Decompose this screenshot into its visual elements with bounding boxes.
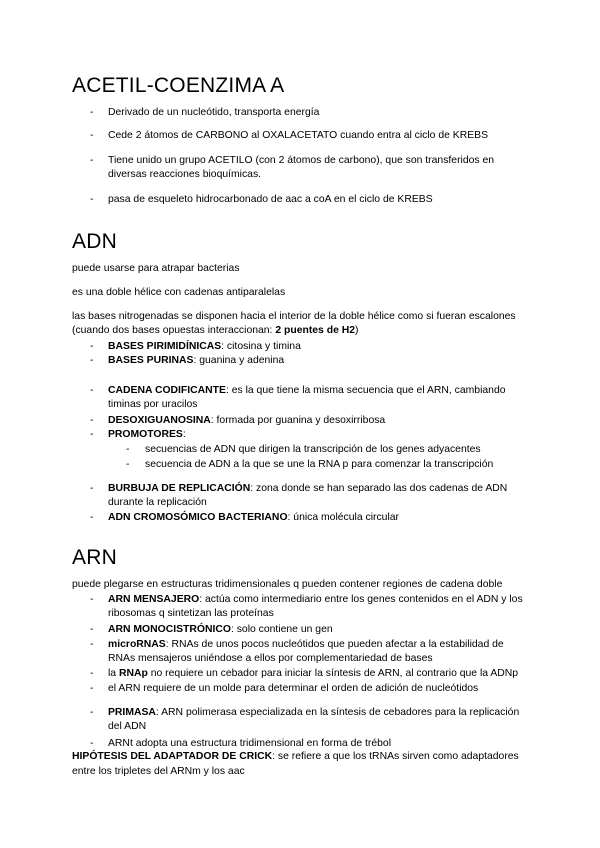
bullet-dash: - xyxy=(90,355,94,366)
adn-desoxiguanosina: DESOXIGUANOSINA: formada por guanina y desoxirribosa xyxy=(108,415,386,426)
acetil-bullet-3-line-1: Tiene unido un grupo ACETILO (con 2 átomos de carbono), que son transferidos en xyxy=(108,155,495,166)
adn-bases-purinas: BASES PURINAS: guanina y adenina xyxy=(108,355,285,366)
adn-paragraph-1: puede usarse para atrapar bacterias xyxy=(72,263,240,274)
bullet-dash: - xyxy=(90,738,94,749)
adn-promotores-sub-1: secuencias de ADN que dirigen la transcripción de los genes adyacentes xyxy=(145,444,481,455)
heading-adn: ADN xyxy=(72,230,117,253)
bullet-dash: - xyxy=(90,385,94,396)
bullet-dash: - xyxy=(90,194,94,205)
adn-paragraph-2: es una doble hélice con cadenas antiparalelas xyxy=(72,287,286,298)
bullet-dash: - xyxy=(90,512,94,523)
arn-monocistronico: ARN MONOCISTRÓNICO: solo contiene un gen xyxy=(108,624,333,635)
bullet-dash: - xyxy=(90,639,94,650)
adn-cadena-codificante-line-2: timinas por uracilos xyxy=(108,399,198,410)
arn-molde: el ARN requiere de un molde para determinar el orden de adición de nucleótidos xyxy=(108,683,479,694)
bullet-dash: - xyxy=(90,668,94,679)
sub-bullet-dash: - xyxy=(126,444,130,455)
bullet-dash: - xyxy=(90,429,94,440)
bullet-dash: - xyxy=(90,483,94,494)
arn-hipotesis-crick: HIPÓTESIS DEL ADAPTADOR DE CRICK: se refiere a que los tRNAs sirven como adaptadores xyxy=(72,751,519,762)
acetil-bullet-1: Derivado de un nucleótido, transporta energía xyxy=(108,107,320,118)
heading-arn: ARN xyxy=(72,546,117,569)
arn-primasa-line-2: del ADN xyxy=(108,721,147,732)
bullet-dash: - xyxy=(90,683,94,694)
bullet-dash: - xyxy=(90,341,94,352)
adn-burbuja-replicacion-line-2: durante la replicación xyxy=(108,497,207,508)
bullet-dash: - xyxy=(90,155,94,166)
bullet-dash: - xyxy=(90,130,94,141)
arn-rnap: la RNAp no requiere un cebador para iniciar la síntesis de ARN, al contrario que la ADNp xyxy=(108,668,519,679)
adn-paragraph-3-line-1: las bases nitrogenadas se disponen hacia el interior de la doble hélice como si fueran escalones xyxy=(72,311,516,322)
arn-micrornas: microRNAS: RNAs de unos pocos nucleótidos que pueden afectar a la estabilidad de xyxy=(108,639,504,650)
arn-paragraph-1: puede plegarse en estructuras tridimensionales q pueden contener regiones de cadena doble xyxy=(72,579,503,590)
adn-burbuja-replicacion: BURBUJA DE REPLICACIÓN: zona donde se han separado las dos cadenas de ADN xyxy=(108,483,508,494)
acetil-bullet-3-line-2: diversas reacciones bioquímicas. xyxy=(108,169,262,180)
heading-acetil-coenzima: ACETIL-COENZIMA A xyxy=(72,74,285,97)
bullet-dash: - xyxy=(90,415,94,426)
arn-hipotesis-crick-line-2: entre los tripletes del ARNm y los aac xyxy=(72,766,245,777)
bullet-dash: - xyxy=(90,107,94,118)
adn-cadena-codificante: CADENA CODIFICANTE: es la que tiene la misma secuencia que el ARN, cambiando xyxy=(108,385,506,396)
adn-cromosomico-bacteriano: ADN CROMOSÓMICO BACTERIANO: única molécula circular xyxy=(108,512,399,523)
arn-arnt: ARNt adopta una estructura tridimensional en forma de trébol xyxy=(108,738,392,749)
adn-bases-pirimidinicas: BASES PIRIMIDÍNICAS: citosina y timina xyxy=(108,341,301,352)
adn-promotores: PROMOTORES: xyxy=(108,429,186,440)
arn-primasa: PRIMASA: ARN polimerasa especializada en la síntesis de cebadores para la replicación xyxy=(108,707,520,718)
acetil-bullet-2: Cede 2 átomos de CARBONO al OXALACETATO cuando entra al ciclo de KREBS xyxy=(108,130,489,141)
arn-mensajero: ARN MENSAJERO: actúa como intermediario entre los genes contenidos en el ADN y los xyxy=(108,594,523,605)
bullet-dash: - xyxy=(90,707,94,718)
arn-mensajero-line-2: ribosomas q sintetizan las proteínas xyxy=(108,608,274,619)
bullet-dash: - xyxy=(90,624,94,635)
bullet-dash: - xyxy=(90,594,94,605)
sub-bullet-dash: - xyxy=(126,459,130,470)
adn-paragraph-3-line-2: (cuando dos bases opuestas interaccionan: 2 puentes de H2) xyxy=(72,325,359,336)
arn-micrornas-line-2: RNAs mensajeros uniéndose a ellos por complementariedad de bases xyxy=(108,653,433,664)
adn-promotores-sub-2: secuencia de ADN a la que se une la RNA p para comenzar la transcripción xyxy=(145,459,494,470)
acetil-bullet-4: pasa de esqueleto hidrocarbonado de aac a coA en el ciclo de KREBS xyxy=(108,194,433,205)
